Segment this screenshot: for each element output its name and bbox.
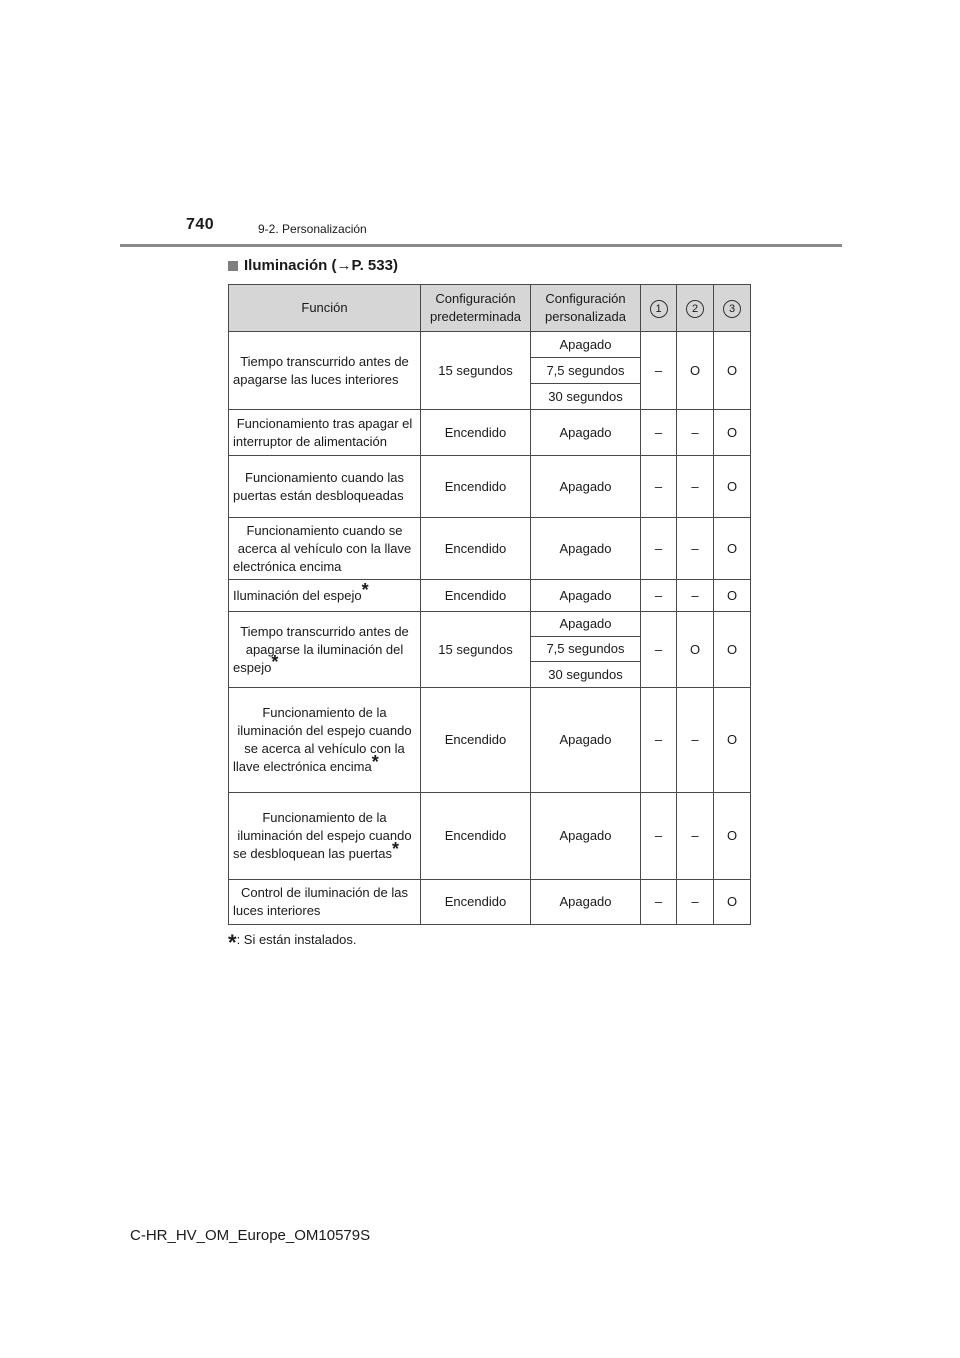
function-text: Funcionamiento tras apagar el interruptor de alimentación [233,415,413,449]
support-cell-1: – [641,332,677,410]
support-cell-1: – [641,793,677,880]
function-text: Iluminación del espejo [233,587,362,603]
footnote-text: : Si están instalados. [236,932,357,947]
function-text: Tiempo transcurrido antes de apagarse la iluminación del espejo [233,623,409,675]
support-cell-2: – [677,793,714,880]
support-cell-3: O [714,793,751,880]
function-text: Tiempo transcurrido antes de apagarse las luces interiores [233,353,409,387]
custom-option-cell: Apagado [531,880,641,925]
table-body [229,332,751,925]
default-cell: Encendido [421,580,531,612]
function-cell [229,518,421,580]
footnote-asterisk: * [371,751,379,772]
custom-option-cell: Apagado [531,688,641,793]
custom-option-cell: 30 segundos [531,384,641,410]
support-cell-3: O [714,612,751,688]
support-cell-2: – [677,410,714,456]
support-cell-2: – [677,580,714,612]
default-cell: Encendido [421,688,531,793]
default-cell: Encendido [421,456,531,518]
support-cell-1: – [641,518,677,580]
support-cell-2: – [677,456,714,518]
support-cell-1: – [641,880,677,925]
footnote-asterisk: * [361,580,369,601]
circled-3-icon: 3 [723,300,741,318]
section-heading [228,257,398,274]
custom-option-cell: 7,5 segundos [531,637,641,662]
support-cell-2: O [677,332,714,410]
function-text: Funcionamiento de la iluminación del espejo cuando se desbloquean las puertas [233,810,412,861]
function-text: Funcionamiento de la iluminación del espejo cuando se acerca al vehículo con la llave electrónica encima [233,705,412,774]
support-cell-3: O [714,688,751,793]
support-cell-3: O [714,456,751,518]
column-header-1 [641,285,677,332]
table-row [229,410,751,456]
footnote-mark: * [228,930,237,955]
column-header-2 [677,285,714,332]
function-cell [229,688,421,793]
footnote-asterisk: * [271,652,279,673]
function-cell [229,793,421,880]
square-bullet-icon [228,261,238,271]
function-text: Control de iluminación de las luces interiores [233,885,408,918]
custom-option-cell: Apagado [531,580,641,612]
header-divider [120,244,842,247]
document-code: C-HR_HV_OM_Europe_OM10579S [130,1227,371,1244]
function-cell [229,612,421,688]
function-text: Funcionamiento cuando las puertas están desbloqueadas [233,469,404,503]
table-row [229,518,751,580]
support-cell-2: – [677,518,714,580]
default-cell: Encendido [421,793,531,880]
support-cell-1: – [641,456,677,518]
circled-1-icon: 1 [650,300,668,318]
support-cell-1: – [641,580,677,612]
support-cell-3: O [714,410,751,456]
footnote [228,924,357,955]
function-cell [229,410,421,456]
table-row [229,580,751,612]
support-cell-2: – [677,688,714,793]
table-header-row [229,285,751,332]
table-row [229,688,751,793]
support-cell-1: – [641,612,677,688]
function-cell [229,332,421,410]
support-cell-3: O [714,332,751,410]
function-cell [229,456,421,518]
default-cell: Encendido [421,880,531,925]
support-cell-1: – [641,688,677,793]
heading-text: Iluminación (→P. 533) [244,257,398,274]
default-cell: Encendido [421,518,531,580]
default-cell: Encendido [421,410,531,456]
custom-option-cell: Apagado [531,612,641,637]
custom-option-cell: Apagado [531,793,641,880]
function-cell [229,880,421,925]
table-row [229,880,751,925]
custom-option-cell: 7,5 segundos [531,358,641,384]
table-row [229,793,751,880]
custom-option-cell: 30 segundos [531,662,641,688]
default-cell: 15 segundos [421,612,531,688]
custom-option-cell: Apagado [531,456,641,518]
table-row [229,612,751,637]
support-cell-2: O [677,612,714,688]
function-text: Funcionamiento cuando se acerca al vehículo con la llave electrónica encima [233,522,412,574]
circled-2-icon: 2 [686,300,704,318]
support-cell-3: O [714,518,751,580]
column-header-default: Configuración predeterminada [421,285,531,332]
support-cell-1: – [641,410,677,456]
footnote-asterisk: * [392,838,400,859]
page-number: 740 [186,216,215,233]
support-cell-2: – [677,880,714,925]
table-row [229,332,751,358]
section-title: 9-2. Personalización [258,222,367,236]
column-header-custom: Configuración personalizada [531,285,641,332]
function-cell [229,580,421,612]
table-row [229,456,751,518]
default-cell: 15 segundos [421,332,531,410]
support-cell-3: O [714,580,751,612]
custom-option-cell: Apagado [531,410,641,456]
support-cell-3: O [714,880,751,925]
settings-table [228,284,751,925]
custom-option-cell: Apagado [531,332,641,358]
column-header-3 [714,285,751,332]
custom-option-cell: Apagado [531,518,641,580]
column-header-function: Función [229,285,421,332]
